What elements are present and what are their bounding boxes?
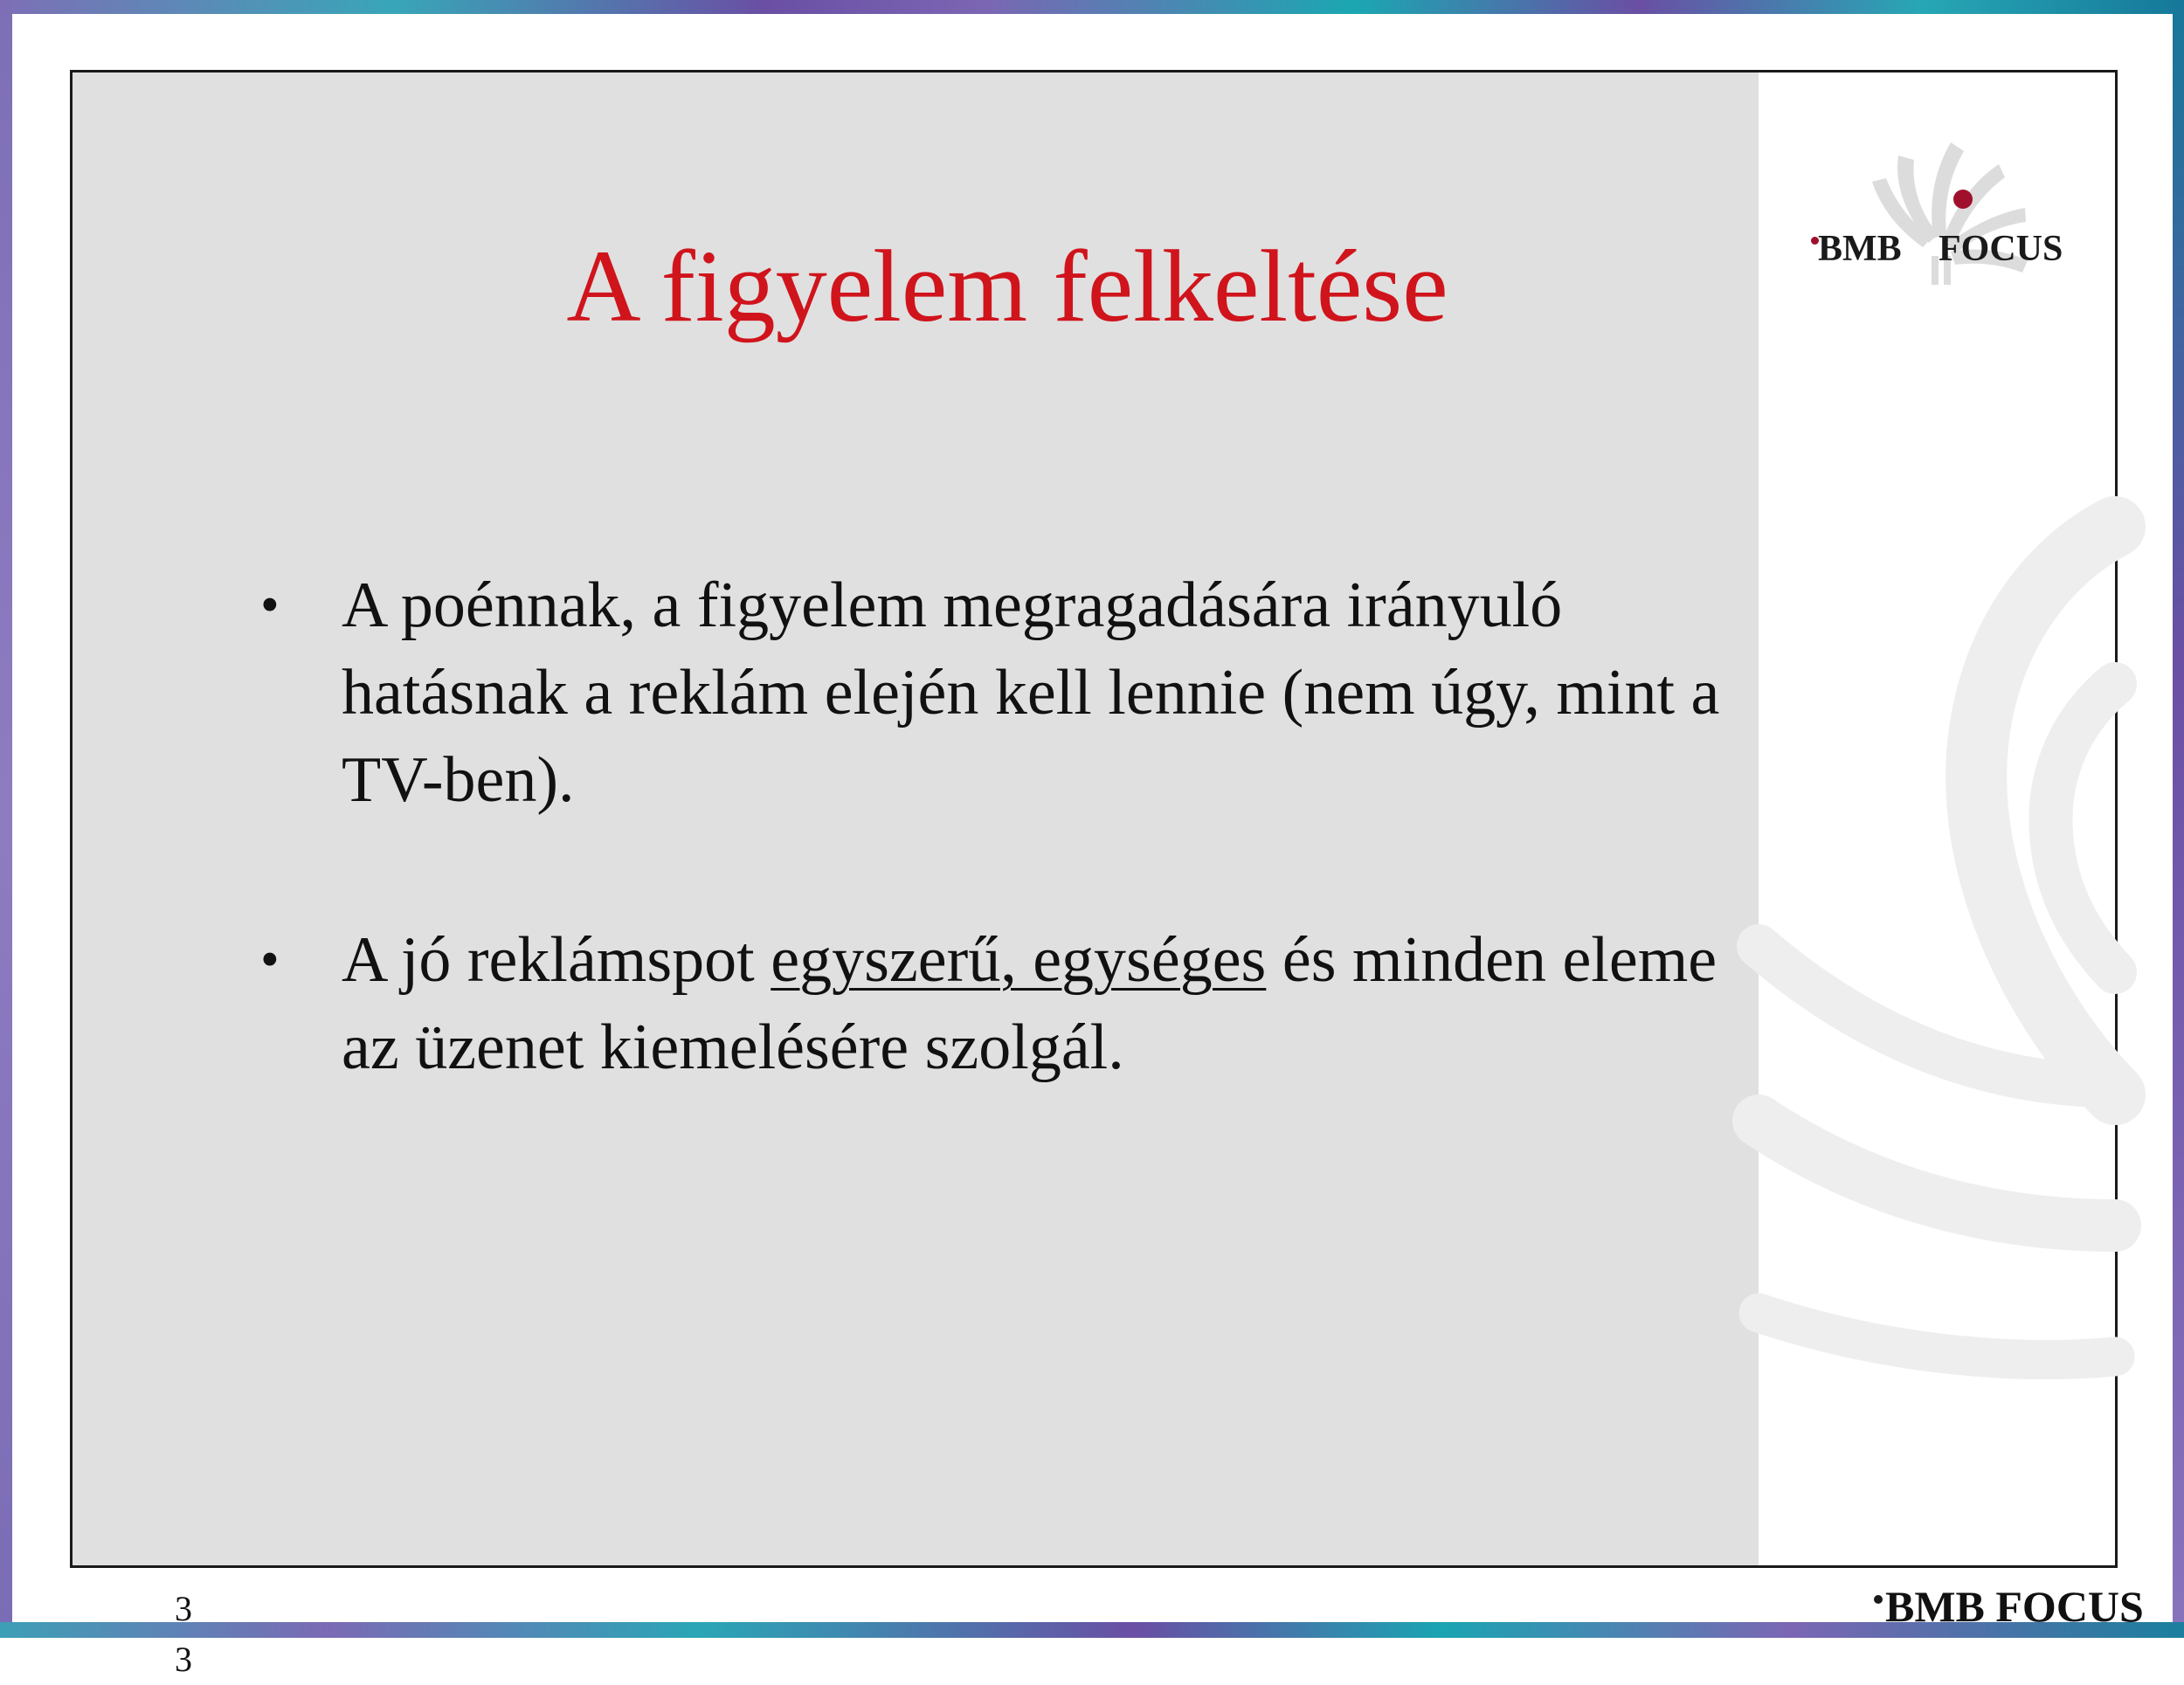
bullet-item bbox=[186, 916, 1759, 1091]
page-number-line: 3 bbox=[175, 1640, 192, 1679]
slide bbox=[70, 70, 2144, 1679]
bullet-text: és minden eleme az üzenet kiemelésére szolgál. bbox=[342, 924, 1717, 1083]
bottom-border-stripe bbox=[0, 1622, 2184, 1638]
logo-text-bmb: BMB bbox=[1818, 229, 1902, 269]
bullet-list bbox=[186, 562, 1759, 1184]
bullet-item bbox=[186, 562, 1759, 824]
bullet-symbol: • bbox=[260, 930, 280, 990]
bullet-text: A poénnak, a figyelem megragadására irányuló hatásnak a reklám elején kell lennie (nem úgy, mint a TV-ben). bbox=[342, 570, 1720, 816]
logo-text-focus: FOCUS bbox=[1939, 229, 2063, 269]
left-border-stripe bbox=[0, 0, 12, 1638]
top-border-stripe bbox=[0, 0, 2184, 14]
footer-logo bbox=[1874, 1581, 2144, 1632]
bullet-symbol: • bbox=[260, 576, 280, 635]
bullet-text-underlined: egyszerű, egységes bbox=[771, 924, 1267, 996]
page-number bbox=[170, 1584, 197, 1685]
footer-logo-text: BMB FOCUS bbox=[1885, 1582, 2144, 1631]
slide-title: A figyelem felkeltése bbox=[566, 229, 1448, 343]
page-number-line: 3 bbox=[175, 1589, 192, 1628]
bullet-text: A jó reklámspot bbox=[342, 924, 771, 996]
right-border-stripe bbox=[2173, 0, 2184, 1638]
footer-dot-icon bbox=[1874, 1595, 1883, 1604]
